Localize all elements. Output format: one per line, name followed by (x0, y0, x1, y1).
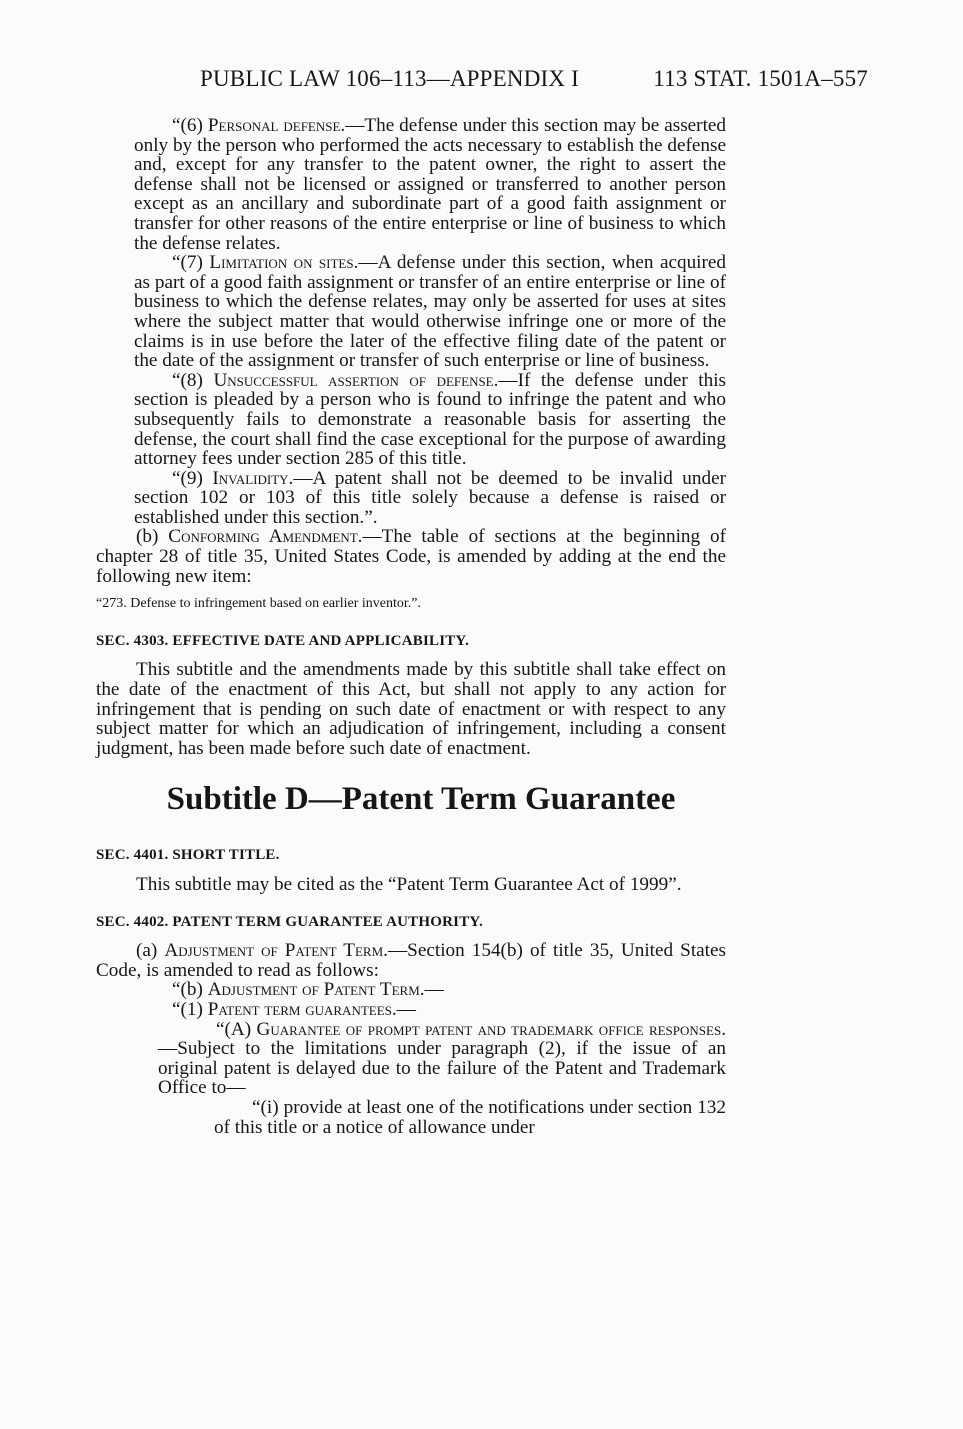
paragraph-heading: Conforming Amendment. (168, 526, 363, 548)
page-header (200, 66, 868, 92)
paragraph-heading: Guarantee of prompt patent and trademark office responses. (256, 1018, 726, 1040)
header-stat-citation: 113 STAT. 1501A–557 (653, 66, 868, 91)
paragraph-8-unsuccessful-assertion (96, 371, 726, 469)
paragraph-1-guarantees (96, 1000, 726, 1020)
section-4303-title: SEC. 4303. EFFECTIVE DATE AND APPLICABILITY. (96, 632, 470, 649)
paragraph-text: —Subject to the limitations under paragraph (2), if the issue of an original patent is delayed due to the failure of the Patent and Trademark Office to— (158, 1038, 726, 1099)
paragraph-text: —If the defense under this section is pleaded by a person who is found to infringe the patent and who subsequently fails to demonstrate a reasonable basis for asserting the defense, the court shall find the case exceptional for the purpose of awarding attorney fees under section 285 of this title. (134, 369, 726, 470)
header-law-citation: PUBLIC LAW 106–113—APPENDIX I (200, 66, 579, 91)
paragraph-text: —A defense under this section, when acquired as part of a good faith assignment or transfer of an entire enterprise or line of business to which the defense relates, may only be asserted for uses at sites where the subject matter that would otherwise infringe one or more of the claims is in use before the later of the effective filing date of the patent or the date of the assignment or transfer of such enterprise or line of business. (134, 252, 727, 372)
paragraph-b-conforming-amendment (96, 527, 726, 586)
paragraph-number: “(1) (172, 998, 208, 1020)
paragraph-heading: Adjustment of Patent Term. (164, 940, 388, 962)
clause-i-notifications: “(i) provide at least one of the notifications under section 132 of this title or a notice of allowance under (214, 1096, 726, 1138)
paragraph-number: “(A) (216, 1018, 257, 1040)
subtitle-heading: Subtitle D—Patent Term Guarantee (166, 781, 676, 818)
paragraph-text: —The defense under this section may be asserted only by the person who performed the acts necessary to establish the defense and, except for any transfer to the patent owner, the right to assert the defense shall not be licensed or assigned or transferred to another person except as an ancillary and subordinate part of a good faith assignment or transfer for other reasons of the entire enterprise or line of business to which the defense relates. (134, 115, 727, 254)
table-item-273: “273. Defense to infringement based on earlier inventor.”. (96, 596, 421, 612)
paragraph-number: “(9) (172, 467, 213, 489)
document-body (96, 116, 726, 1137)
paragraph-text: —A patent shall not be deemed to be invalid under section 102 or 103 of this title solely because a defense is raised or established under this section.”. (134, 467, 726, 528)
paragraph-text: —Section 154(b) of title 35, United States Code, is amended to read as follows: (96, 940, 726, 981)
paragraph-a-adjustment (96, 941, 726, 980)
paragraph-9-invalidity (96, 469, 726, 528)
paragraph-number: “(b) (172, 979, 208, 1001)
paragraph-text: —The table of sections at the beginning of chapter 28 of title 35, United States Code, is amended by adding at the end the following new item: (96, 526, 726, 587)
subsection-b-adjustment (96, 980, 726, 1000)
paragraph-heading: Unsuccessful assertion of defense. (213, 369, 499, 391)
paragraph-heading: Personal defense. (207, 115, 346, 136)
paragraph-number: “(7) (172, 252, 210, 274)
paragraph-heading: Invalidity. (212, 467, 294, 489)
paragraph-heading: Patent term guarantees. (207, 998, 397, 1020)
section-4303-text: This subtitle and the amendments made by this subtitle shall take effect on the date of the enactment of this Act, but shall not apply to any action for infringement that is pending on such date of enactment or with respect to any subject matter for which an adjudication of infringement, including a consent judgment, has been made before such date of enactment. (96, 659, 726, 759)
paragraph-number: “(8) (172, 369, 214, 391)
section-4402-title: SEC. 4402. PATENT TERM GUARANTEE AUTHORITY. (96, 913, 484, 930)
section-4401-text: This subtitle may be cited as the “Patent Term Guarantee Act of 1999”. (136, 874, 682, 895)
paragraph-dash: — (396, 998, 416, 1020)
paragraph-7-limitation-on-sites (96, 253, 726, 371)
paragraph-number: “(6) (172, 115, 208, 136)
paragraph-heading: Limitation on sites. (209, 252, 359, 274)
paragraph-dash: — (424, 979, 444, 1001)
paragraph-6-personal-defense (96, 116, 726, 253)
paragraph-number: (b) (136, 526, 169, 548)
paragraph-A-prompt-responses (96, 1020, 726, 1098)
section-4401-title: SEC. 4401. SHORT TITLE. (96, 847, 280, 864)
paragraph-number: (a) (136, 940, 165, 962)
paragraph-heading: Adjustment of Patent Term. (207, 979, 425, 1001)
